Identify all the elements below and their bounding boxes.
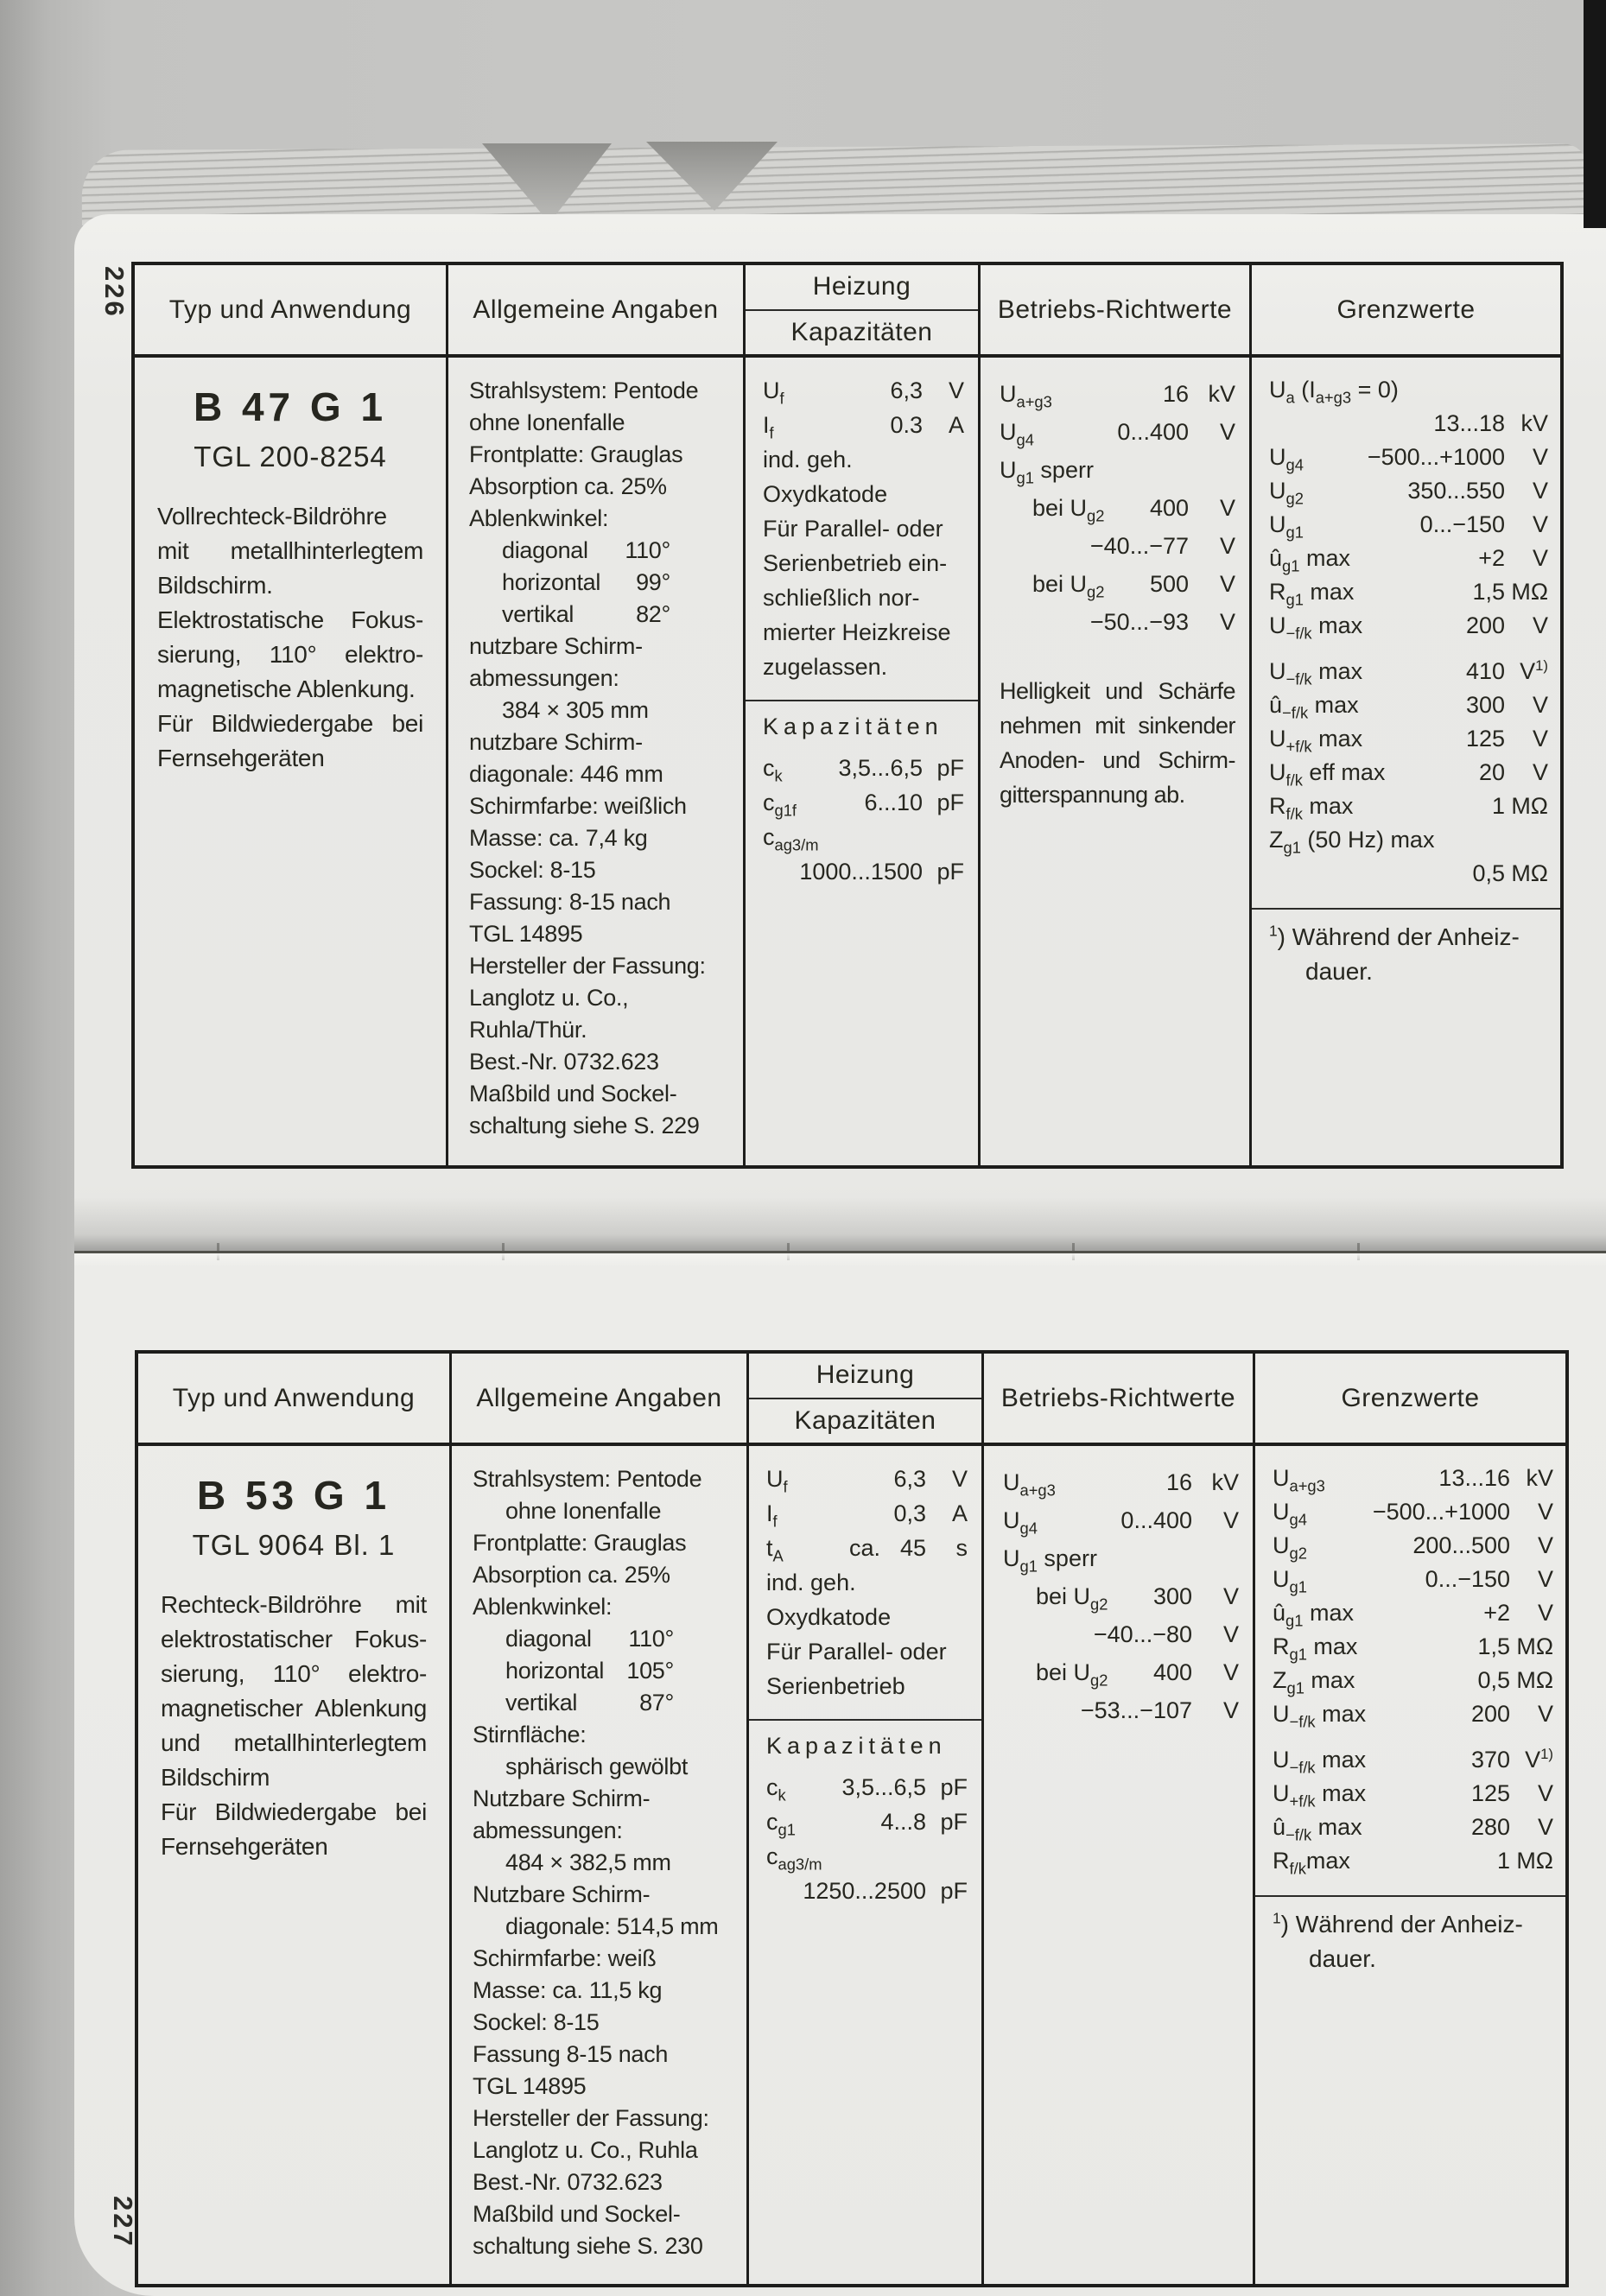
header-kapazitaeten: Kapazitäten [790,317,933,346]
spec-row: Schirmfarbe: weiß [473,1945,657,1971]
heizung-lines [763,373,964,684]
spec-row: Nutzbare Schirm- [473,1785,651,1811]
spec-row: gitterspannung ab. [1000,782,1185,808]
spec-row: Sockel: 8-15 [473,2009,600,2035]
spec-row: Absorption ca. 25% [473,1562,670,1588]
spec-row: $U_{g1}$ 0...−150 V [1273,1566,1554,1596]
spec-row: $U_{+f/k}$ max 125 V [1269,726,1548,756]
spec-row: magnetische Ablenkung. [157,675,416,702]
header-grenzwerte: Grenzwerte [1253,1354,1565,1446]
betriebswerte-lines [1003,1463,1239,1729]
spec-row: Frontplatte: Grauglas [473,1530,687,1556]
cell-heizung-b53g1 [746,1446,981,2284]
spec-row: $U_{-f/k}$ max 200 V [1269,612,1548,643]
spec-row: vertikal 87° [505,1690,674,1716]
spec-row: 484 × 382,5 mm [505,1849,671,1875]
spec-row: Für Bildwiedergabe bei [157,710,423,737]
footnote-text: ) Während der Anheiz- [1277,923,1520,950]
footnote-text-cont: dauer. [1309,1945,1376,1972]
tube-description [157,499,423,776]
spec-row: bei $U_{g2}$ 300 V [1036,1583,1240,1614]
spec-row: $c_{g1f}$ 6...10 pF [763,790,964,820]
cell-typ-b53g1 [138,1446,449,2284]
spec-row: bei $U_{g2}$ 500 V [1032,571,1236,601]
spec-row: und metallhinterlegtem [161,1729,427,1756]
spec-row: Für Parallel- oder [766,1639,947,1665]
tube-standard: TGL 9064 Bl. 1 [192,1529,396,1561]
spec-row: $U_{g2}$ 200...500 V [1273,1532,1553,1563]
spec-row: $U_{g1}$ sperr [1000,457,1094,487]
spec-row: schließlich nor- [763,585,920,611]
spec-row: $U_{a+g3}$ 16 kV [1003,1469,1239,1500]
spec-row: −40...−77 V [1089,533,1235,559]
spec-row: 13...18 kV [1433,410,1548,436]
page-number-bottom: 227 [108,2196,138,2248]
spec-row: $c_k$ 3,5...6,5 pF [766,1774,968,1804]
spec-row: nehmen mit sinkender [1000,713,1235,739]
spec-row: nutzbare Schirm- [469,729,643,755]
spec-row: Vollrechteck-Bildröhre [157,503,387,530]
spec-row: Maßbild und Sockel- [473,2201,681,2227]
footnote-marker: 1 [1269,922,1278,940]
spec-row: $U_{-f/k}$ max 200 V [1273,1701,1553,1731]
footnote-divider [1252,908,1560,910]
spec-row: 0,5 MΩ [1472,860,1548,886]
allgemein-lines [469,375,727,1142]
spec-row: Masse: ca. 11,5 kg [473,1977,663,2003]
spec-row: abmessungen: [469,665,619,691]
spec-row: Hersteller der Fassung: [469,953,706,979]
spec-row: Masse: ca. 7,4 kg [469,825,648,851]
spec-row: $U_f$ 6,3 V [763,377,964,408]
spec-row: $t_A$ ca. 45 s [766,1535,968,1565]
header-heizung: Heizung [749,1354,981,1399]
spec-row: $U_{g4}$ 0...400 V [1000,419,1235,449]
footnote [1269,920,1548,989]
spec-row: Maßbild und Sockel- [469,1081,677,1107]
tube-name: B 47 G 1 [193,384,388,429]
spec-row: Serienbetrieb [766,1673,905,1699]
spec-row: $U_{f/k}$ eff max 20 V [1269,759,1549,790]
spec-row: Absorption ca. 25% [469,473,667,499]
spec-row: sierung, 110° elektro- [161,1660,427,1687]
spec-row: vertikal 82° [502,601,670,627]
grenzwerte-lines [1269,373,1548,891]
cell-betriebswerte-b53g1 [981,1446,1253,2284]
header-allgemeine-angaben: Allgemeine Angaben [449,1354,746,1446]
spec-row: $c_{ag3/m}$ [766,1843,822,1874]
spec-row: 384 × 305 mm [502,697,649,723]
spec-row: mit metallhinterlegtem [157,537,423,564]
spec-row: $R_{f/k}\max$ 1 MΩ [1273,1848,1553,1878]
spec-row: Fassung: 8-15 nach [469,889,671,915]
spec-row: Strahlsystem: Pentode [469,377,699,403]
spec-row: $Z_{g1}$ (50 Hz) max [1269,827,1435,857]
spec-row: Ruhla/Thür. [469,1017,587,1043]
kapazitaeten-heading: Kapazitäten [766,1733,947,1759]
spec-row: $û_{g1}$ max +2 V [1273,1600,1554,1630]
spec-row: $U_{g4}$ −500...+1000 V [1273,1499,1554,1529]
spec-row: Nutzbare Schirm- [473,1881,651,1907]
spec-row: Elektrostatische Fokus- [157,606,423,633]
spec-row: $U_{-f/k}$ max 410 $V^{1)}$ [1269,657,1548,688]
spec-row: diagonal 110° [502,537,671,563]
spec-row: diagonale: 446 mm [469,761,663,787]
spec-row: abmessungen: [473,1817,623,1843]
cell-grenzwerte-b47g1 [1249,358,1560,1165]
header-heizung-kapazitaeten [746,1354,981,1446]
spec-row: $U_{g2}$ 350...550 V [1269,478,1548,508]
spec-row: $U_a$ $(I_{a+g3} = 0)$ [1269,377,1399,407]
tube-name: B 53 G 1 [196,1473,391,1518]
spec-row: $I_f$ 0,3 A [766,1500,968,1531]
cell-grenzwerte-b53g1 [1253,1446,1565,2284]
spec-row: $R_{f/k}$ max 1 MΩ [1269,793,1548,823]
header-heizung-kapazitaeten [743,265,978,358]
spec-row: magnetischer Ablenkung [161,1695,427,1722]
spec-row: Stirnfläche: [473,1722,587,1747]
spec-row: Bildschirm. [157,572,273,599]
header-grenzwerte: Grenzwerte [1249,265,1560,358]
spec-row: Fernsehgeräten [157,745,325,771]
spec-row: $U_{g1}$ 0...−150 V [1269,511,1549,542]
header-typ-und-anwendung: Typ und Anwendung [135,265,446,358]
footnote [1273,1907,1553,1976]
spec-row: TGL 14895 [469,921,583,947]
spec-row: TGL 14895 [473,2073,587,2099]
spec-row: Oxydkatode [763,481,888,507]
spec-row: $U_f$ 6,3 V [766,1466,968,1496]
spec-row: 1250...2500 pF [803,1878,968,1904]
footnote-text-cont: dauer. [1305,958,1373,985]
spec-row: bei $U_{g2}$ 400 V [1032,495,1236,525]
cell-allgemein-b47g1 [446,358,743,1165]
spec-row: $U_{a+g3}$ 13...16 kV [1273,1465,1553,1495]
header-allgemeine-angaben: Allgemeine Angaben [446,265,743,358]
cell-allgemein-b53g1 [449,1446,746,2284]
betriebswerte-lines [1000,375,1235,641]
spec-row: −53...−107 V [1080,1697,1239,1723]
spec-row: diagonale: 514,5 mm [505,1913,719,1939]
spec-row: $U_{g4}$ 0...400 V [1003,1507,1239,1538]
spec-row: sierung, 110° elektro- [157,641,423,668]
tube-description [161,1588,427,1864]
spec-row: $U_{g4}$ −500...+1000 V [1269,444,1549,474]
grenzwerte-lines [1273,1462,1553,1878]
tube-standard: TGL 200-8254 [194,441,387,473]
section-divider [749,1719,981,1721]
spec-row: Helligkeit und Schärfe [1000,678,1235,704]
spec-row: ind. geh. [766,1570,856,1595]
spec-row: Ablenkwinkel: [473,1594,613,1620]
allgemein-lines [473,1463,731,2262]
page-number-top: 226 [99,266,130,319]
spec-row: Langlotz u. Co., Ruhla [473,2137,698,2163]
spec-row: $û_{g1}$ max +2 V [1269,545,1549,575]
datasheet-table-b53g1 [135,1350,1569,2287]
spec-row: ohne Ionenfalle [505,1498,662,1524]
header-betriebs-richtwerte: Betriebs-Richtwerte [978,265,1249,358]
spec-row: Bildschirm [161,1764,270,1791]
spec-row: $c_{g1}$ 4...8 pF [766,1809,968,1839]
spec-row: diagonal 110° [505,1626,675,1652]
footnote-divider [1255,1895,1565,1897]
spec-row: Fassung 8-15 nach [473,2041,669,2067]
spec-row: horizontal 99° [502,569,671,595]
spec-row: Sockel: 8-15 [469,857,596,883]
spec-row: Best.-Nr. 0732.623 [473,2169,663,2195]
spec-row: $I_f$ 0.3 A [763,412,965,442]
spec-row: −40...−80 V [1093,1621,1239,1647]
section-divider [746,700,978,701]
spec-row: $U_{-f/k}$ max 370 $V^{1)}$ [1273,1746,1553,1777]
spec-row: schaltung siehe S. 230 [473,2233,703,2259]
spec-row: ind. geh. [763,447,853,473]
spec-row: −50...−93 V [1089,609,1235,635]
datasheet-table-b47g1 [131,262,1564,1169]
cell-heizung-b47g1 [743,358,978,1165]
spec-row: Best.-Nr. 0732.623 [469,1049,659,1075]
spec-row: Langlotz u. Co., [469,985,629,1011]
spec-row: $U_{+f/k}$ max 125 V [1273,1780,1553,1811]
spec-row: Oxydkatode [766,1604,892,1630]
spec-row: Frontplatte: Grauglas [469,441,683,467]
page-seam-highlight [74,1253,1606,1267]
spec-row: sphärisch gewölbt [505,1754,689,1779]
spec-row: zugelassen. [763,654,888,680]
spec-row: mierter Heizkreise [763,619,951,645]
spec-row: $û_{-f/k}$ max 300 V [1269,692,1548,722]
spec-row: Ablenkwinkel: [469,505,609,531]
spec-row: Rechteck-Bildröhre mit [161,1591,427,1618]
header-kapazitaeten: Kapazitäten [794,1405,936,1435]
kapazitaeten-lines [763,751,964,889]
spec-row: ohne Ionenfalle [469,409,625,435]
spec-row: elektrostatischer Fokus- [161,1626,427,1652]
header-heizung: Heizung [746,265,978,311]
spec-row: horizontal 105° [505,1658,675,1684]
spec-row: $c_k$ 3,5...6,5 pF [763,755,965,785]
kapazitaeten-lines [766,1770,968,1908]
cell-typ-b47g1 [135,358,446,1165]
footnote-marker: 1 [1273,1909,1281,1927]
betriebswerte-note [1000,674,1235,812]
spec-row: $R_{g1}$ max 1,5 MΩ [1269,579,1549,609]
spec-row: nutzbare Schirm- [469,633,643,659]
heizung-lines [766,1462,968,1703]
spec-row: Strahlsystem: Pentode [473,1466,702,1492]
spec-row: $U_{g1}$ sperr [1003,1545,1097,1576]
header-typ-und-anwendung: Typ und Anwendung [138,1354,449,1446]
spec-row: $c_{ag3/m}$ [763,824,819,854]
cell-betriebswerte-b47g1 [978,358,1249,1165]
spec-row: Schirmfarbe: weißlich [469,793,687,819]
spec-row: Anoden- und Schirm- [1000,747,1235,773]
spec-row: bei $U_{g2}$ 400 V [1036,1659,1240,1690]
spec-row: Hersteller der Fassung: [473,2105,709,2131]
spec-row: $U_{a+g3}$ 16 kV [1000,381,1235,411]
spec-row: $R_{g1}$ max 1,5 MΩ [1273,1633,1554,1664]
header-betriebs-richtwerte: Betriebs-Richtwerte [981,1354,1253,1446]
spec-row: 1000...1500 pF [799,859,964,885]
spec-row: Serienbetrieb ein- [763,550,948,576]
spec-row: $Z_{g1}$ max 0,5 MΩ [1273,1667,1554,1697]
kapazitaeten-heading: Kapazitäten [763,714,943,739]
footnote-text: ) Während der Anheiz- [1280,1911,1523,1938]
spec-row: Fernsehgeräten [161,1833,328,1860]
book-edge-bar [1584,0,1606,228]
spec-row: schaltung siehe S. 229 [469,1113,700,1138]
spec-row: Für Bildwiedergabe bei [161,1798,427,1825]
spec-row: $û_{-f/k}$ max 280 V [1273,1814,1553,1844]
spec-row: Für Parallel- oder [763,516,943,542]
